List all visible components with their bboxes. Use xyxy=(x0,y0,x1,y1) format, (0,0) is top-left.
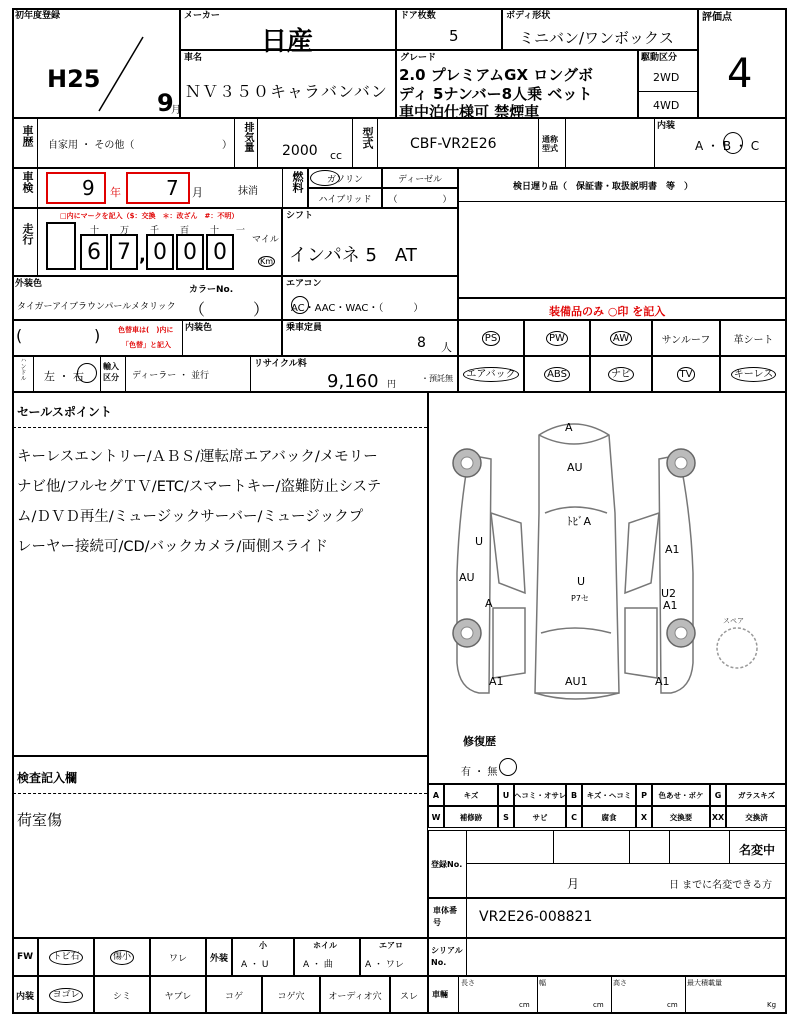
slash-divider xyxy=(93,35,153,115)
sales-line-0: キーレスエントリー/ＡＢＳ/運転席エアバック/メモリー xyxy=(17,449,378,465)
aero-label: エアロ xyxy=(379,941,403,950)
doors-value: 5 xyxy=(449,27,459,45)
interior-label: 内装 xyxy=(657,121,676,131)
car-diagram xyxy=(429,393,786,783)
exterior-color-value: タイガーアイブラウンパールメタリック xyxy=(17,302,176,312)
fw-item-2 xyxy=(150,938,206,976)
equip-row2-label-1: ABS xyxy=(544,367,570,382)
dims-label: 車輛 xyxy=(432,990,448,999)
legend-row1-3: ヘコミ・オサレ xyxy=(514,784,566,806)
legend-row1-0: A xyxy=(428,784,444,806)
equip-row1-1 xyxy=(524,320,590,356)
fuel-diesel: ディーゼル xyxy=(382,168,458,188)
interior-grades: A ・ B ・ C xyxy=(695,139,760,153)
equip-row1-4 xyxy=(720,320,787,356)
car-name-cell xyxy=(180,50,396,118)
fw-label: FW xyxy=(12,938,38,976)
month-unit: 月 xyxy=(171,105,181,116)
doors-cell xyxy=(396,8,502,50)
exterior-color-label: 外装色 xyxy=(15,279,43,289)
body-cell xyxy=(502,8,698,50)
equip-row2-label-2: ナビ xyxy=(608,367,634,382)
fw-item-1 xyxy=(94,938,150,976)
fuel-circle-mark xyxy=(310,170,340,186)
model-label: 型式 xyxy=(361,127,374,149)
wheel-label: ホイル xyxy=(313,941,337,950)
max-load-label: 最大積載量 xyxy=(687,979,722,987)
maker-cell xyxy=(180,8,396,57)
grade-line-2: ディ 5ナンバー8人乗 ベット xyxy=(399,85,593,103)
mileage-unit-4: 十 xyxy=(210,226,220,236)
damage-mark-8: P7セ xyxy=(571,594,589,603)
legend-row2-7: 交換要 xyxy=(652,806,710,828)
int-item-label-3: コゲ xyxy=(224,991,243,1002)
drive-4wd: 4WD xyxy=(653,99,680,112)
int-item-4 xyxy=(262,976,320,1014)
sales-line-1: ナビ他/フルセグＴＶ/ETC/スマートキー/盗難防止システ xyxy=(17,479,382,495)
km-unit: Km xyxy=(260,257,274,266)
first-reg-year: H25 xyxy=(47,65,101,93)
mileage-digit-4: 0 xyxy=(206,234,234,270)
mileage-unit-5: 一 xyxy=(236,226,246,236)
spare-tire xyxy=(717,628,757,668)
legend-row2-3: サビ xyxy=(514,806,566,828)
legend-row1-8: G xyxy=(710,784,726,806)
inspection-note-text: 荷室傷 xyxy=(17,811,63,829)
interior-circle-mark xyxy=(723,132,743,154)
doors-label: ドア枚数 xyxy=(400,11,436,21)
legend-row2-4: C xyxy=(566,806,582,828)
fuel-other: （ ） xyxy=(382,188,458,208)
score-cell xyxy=(698,8,787,118)
recycle-label: リサイクル料 xyxy=(254,359,307,369)
repaint-note-1: 色替車は( )内に xyxy=(118,326,174,334)
width-label: 幅 xyxy=(539,979,546,987)
damage-mark-11: U2 xyxy=(661,587,677,600)
registration-box xyxy=(428,830,787,898)
damage-mark-9: AU1 xyxy=(565,675,588,688)
sales-line-3: レーヤー接続可/CD/バックカメラ/両側スライド xyxy=(17,539,329,555)
width-unit: cm xyxy=(593,1001,604,1009)
equip-row1-0 xyxy=(458,320,524,356)
mileage-unit-3: 百 xyxy=(180,226,190,236)
legend-row2-1: 補修跡 xyxy=(444,806,498,828)
length-label: 長さ xyxy=(461,979,475,987)
capacity-label: 乗車定員 xyxy=(286,323,323,333)
int-item-1 xyxy=(94,976,150,1014)
ac-cell xyxy=(282,276,458,320)
score-value: 4 xyxy=(727,51,753,97)
displacement-value: 2000 xyxy=(282,143,318,159)
equip-row1-label-1: PW xyxy=(546,331,568,346)
inspection-month: 7 xyxy=(166,176,179,200)
legend-row1-5: キズ・ヘコミ xyxy=(582,784,636,806)
equip-row2-3 xyxy=(652,356,720,392)
inspection-note-title: 検査記入欄 xyxy=(17,771,78,785)
serial-label: シリアルNo. xyxy=(431,946,463,967)
drive-cell xyxy=(638,50,698,118)
repair-options: 有 ・ 無 xyxy=(461,767,498,778)
ac-label: エアコン xyxy=(286,279,322,289)
int-item-label-0: ヨゴレ xyxy=(49,988,82,1003)
int-item-0 xyxy=(38,976,94,1014)
damage-mark-7: U xyxy=(577,575,586,588)
damage-mark-6: A1 xyxy=(489,675,504,688)
mileage-digit-2: 0 xyxy=(146,234,174,270)
car-name-label: 車名 xyxy=(184,53,203,63)
car-diagram-box xyxy=(428,392,787,784)
inspection-month-unit: 月 xyxy=(192,186,203,199)
chassis-value: VR2E26-008821 xyxy=(479,909,593,925)
int-item-label-4: コゲ穴 xyxy=(277,991,305,1002)
recycle-value: 9,160 xyxy=(327,371,379,392)
grade-line-3: 車中泊仕様可 禁煙車 xyxy=(399,103,540,121)
damage-mark-3: U xyxy=(475,535,484,548)
handle-options: 左 ・ 右 xyxy=(44,370,84,383)
car-right-side xyxy=(659,455,693,693)
height-unit: cm xyxy=(667,1001,678,1009)
interior-color-label: 内装色 xyxy=(185,323,213,333)
equip-row1-2 xyxy=(590,320,652,356)
int-item-label-5: オーディオ穴 xyxy=(328,991,382,1002)
fuel-label: 燃料 xyxy=(291,171,304,193)
history-options-close: ） xyxy=(222,140,232,151)
equip-row2-1 xyxy=(524,356,590,392)
drive-label: 駆動区分 xyxy=(641,53,678,63)
chassis-box xyxy=(428,898,787,938)
common-model-label: 通称型式 xyxy=(542,135,558,153)
damage-mark-12: A1 xyxy=(663,599,678,612)
legend-row2-6: X xyxy=(636,806,652,828)
recycle-deposit: ・預託無 xyxy=(421,374,453,383)
interior-color-paren-close: ) xyxy=(94,326,101,345)
interior-color-paren-open: ( xyxy=(16,326,23,345)
max-load-unit: Kg xyxy=(767,1001,777,1009)
mileage-box-0 xyxy=(46,222,76,270)
equip-row1-label-4: 革シート xyxy=(733,334,774,346)
legend-row2-8: XX xyxy=(710,806,726,828)
maker-value: 日産 xyxy=(261,27,314,57)
shift-cell xyxy=(282,208,458,276)
equip-row1-3 xyxy=(652,320,720,356)
registration-label: 登録No. xyxy=(431,860,463,869)
fw-item-label-1: 傷小 xyxy=(110,950,134,965)
handle-circle-mark xyxy=(77,363,97,383)
capacity-value: 8 xyxy=(417,335,426,351)
inspection-label: 車検 xyxy=(21,171,34,193)
mileage-label: 走行 xyxy=(21,223,34,245)
ext-label: 外装 xyxy=(206,938,232,976)
equip-title-cell xyxy=(458,298,787,320)
body-value: ミニバン/ワンボックス xyxy=(519,29,674,47)
inspection-cancelled: 抹消 xyxy=(238,186,258,197)
int-item-6 xyxy=(390,976,428,1014)
exterior-color-cell xyxy=(12,276,282,320)
small-options: A ・ U xyxy=(241,960,269,970)
sales-title: セールスポイント xyxy=(17,405,112,419)
fuel-hybrid: ハイブリッド xyxy=(308,188,382,208)
import-options: ディーラー ・ 並行 xyxy=(132,371,210,381)
legend-row2-2: S xyxy=(498,806,514,828)
capacity-unit: 人 xyxy=(441,341,452,354)
shift-label: シフト xyxy=(286,211,314,221)
aero-options: A ・ ワレ xyxy=(365,960,404,970)
repaint-note-2: 「色替」と記入 xyxy=(122,341,171,349)
registration-day-note: 日 までに名変できる方 xyxy=(669,880,773,891)
fuel-gasoline: ガソリン xyxy=(308,168,382,188)
grade-cell xyxy=(396,50,638,121)
fw-item-label-2: ワレ xyxy=(168,953,187,964)
damage-mark-10: A1 xyxy=(665,543,680,556)
first-reg-label: 初年度登録 xyxy=(15,11,61,21)
color-no-label: カラーNo. xyxy=(189,285,234,295)
mileage-digit-0: 6 xyxy=(80,234,108,270)
damage-mark-5: A xyxy=(485,597,493,610)
model-value: CBF-VR2E26 xyxy=(410,136,497,152)
damage-mark-2: ﾄﾋﾞA xyxy=(567,515,592,528)
fw-item-0 xyxy=(38,938,94,976)
import-label: 輸入区分 xyxy=(103,362,119,382)
equip-title: 装備品のみ ○印 を記入 xyxy=(549,305,666,318)
int-item-2 xyxy=(150,976,206,1014)
int-item-5 xyxy=(320,976,390,1014)
legend-row1-9: ガラスキズ xyxy=(726,784,787,806)
maker-label: メーカー xyxy=(184,11,220,21)
score-label: 評価点 xyxy=(702,12,732,23)
repair-label: 修復歴 xyxy=(463,735,496,748)
ac-value: AC・AAC・WAC・（ ） xyxy=(291,303,424,314)
handle-label: ハンドル xyxy=(19,357,26,381)
name-change: 名変中 xyxy=(739,843,776,857)
spare-label: スペア xyxy=(723,617,744,625)
legend-row1-4: B xyxy=(566,784,582,806)
int-item-label-6: スレ xyxy=(399,991,418,1002)
ac-circle-mark xyxy=(291,296,309,314)
damage-mark-4: AU xyxy=(459,571,475,584)
int-item-label-1: シミ xyxy=(112,991,131,1002)
equip-row1-label-2: AW xyxy=(610,331,632,346)
inspection-year-unit: 年 xyxy=(110,186,121,199)
grade-label: グレード xyxy=(400,53,437,63)
legend-row2-5: 腐食 xyxy=(582,806,636,828)
inspection-year: 9 xyxy=(82,176,95,200)
equip-row1-label-3: サンルーフ xyxy=(661,334,711,346)
docs-label: 検日遅り品（ 保証書・取扱説明書 等 ） xyxy=(513,182,694,192)
history-options: 自家用 ・ その他（ xyxy=(48,140,135,151)
legend-row1-1: キズ xyxy=(444,784,498,806)
length-unit: cm xyxy=(519,1001,530,1009)
recycle-unit: 円 xyxy=(387,380,397,390)
mileage-unit-1: 万 xyxy=(120,226,130,236)
mileage-unit-2: 千 xyxy=(150,226,160,236)
drive-2wd: 2WD xyxy=(653,71,680,84)
color-no-value: （ ） xyxy=(189,300,270,319)
sales-point-box xyxy=(12,392,428,756)
damage-mark-13: A1 xyxy=(655,675,670,688)
car-name-value: ＮＶ３５０キャラバンバン xyxy=(185,82,388,101)
cc-unit: cc xyxy=(330,149,343,162)
mileage-digit-1: 7 xyxy=(110,234,138,270)
first-reg-month: 9 xyxy=(157,89,174,117)
legend-row1-7: 色あせ・ボケ xyxy=(652,784,710,806)
fw-item-label-0: トビ石 xyxy=(49,950,82,965)
int-item-label-2: ヤブレ xyxy=(164,991,192,1002)
equip-row2-label-4: キーレス xyxy=(731,367,777,382)
mile-unit: マイル xyxy=(252,235,279,245)
inspection-note-box xyxy=(12,756,428,938)
repair-circle-mark xyxy=(499,758,517,776)
body-label: ボディ形状 xyxy=(506,11,551,21)
displacement-label: 排気量 xyxy=(242,122,253,152)
damage-mark-1: AU xyxy=(567,461,583,474)
height-label: 高さ xyxy=(613,979,627,987)
int-item-3 xyxy=(206,976,262,1014)
grade-line-1: 2.0 プレミアムGX ロングボ xyxy=(399,66,593,84)
small-label: 小 xyxy=(259,941,267,950)
docs-cell xyxy=(458,168,787,298)
equip-row2-4 xyxy=(720,356,787,392)
legend-row2-0: W xyxy=(428,806,444,828)
serial-box xyxy=(428,938,787,976)
wheel-options: A ・ 曲 xyxy=(303,960,333,970)
registration-month: 月 xyxy=(567,877,580,891)
mileage-note: □内にマークを記入（$：交換 ＊：改ざん #：不明） xyxy=(60,212,239,220)
shift-value: インパネ 5 AT xyxy=(289,245,417,266)
dims-box xyxy=(428,976,787,1014)
int-label: 内装 xyxy=(12,976,38,1014)
history-label: 車歴 xyxy=(21,125,34,147)
damage-mark-0: A xyxy=(565,421,573,434)
equip-row2-0 xyxy=(458,356,524,392)
mileage-digit-3: 0 xyxy=(176,234,204,270)
chassis-label: 車体番号 xyxy=(433,906,457,927)
equip-row2-label-3: TV xyxy=(677,367,696,382)
legend-row1-6: P xyxy=(636,784,652,806)
equip-row2-label-0: エアバック xyxy=(463,367,518,382)
legend-row2-9: 交換済 xyxy=(726,806,787,828)
equip-row1-label-0: PS xyxy=(482,331,500,346)
equip-row2-2 xyxy=(590,356,652,392)
first-registration-cell xyxy=(12,8,180,118)
mileage-separator: , xyxy=(139,245,146,266)
legend-row1-2: U xyxy=(498,784,514,806)
mileage-unit-0: 十 xyxy=(90,226,100,236)
sales-line-2: ム/ＤＶＤ再生/ミュージックサーバー/ミュージックプ xyxy=(17,509,364,525)
